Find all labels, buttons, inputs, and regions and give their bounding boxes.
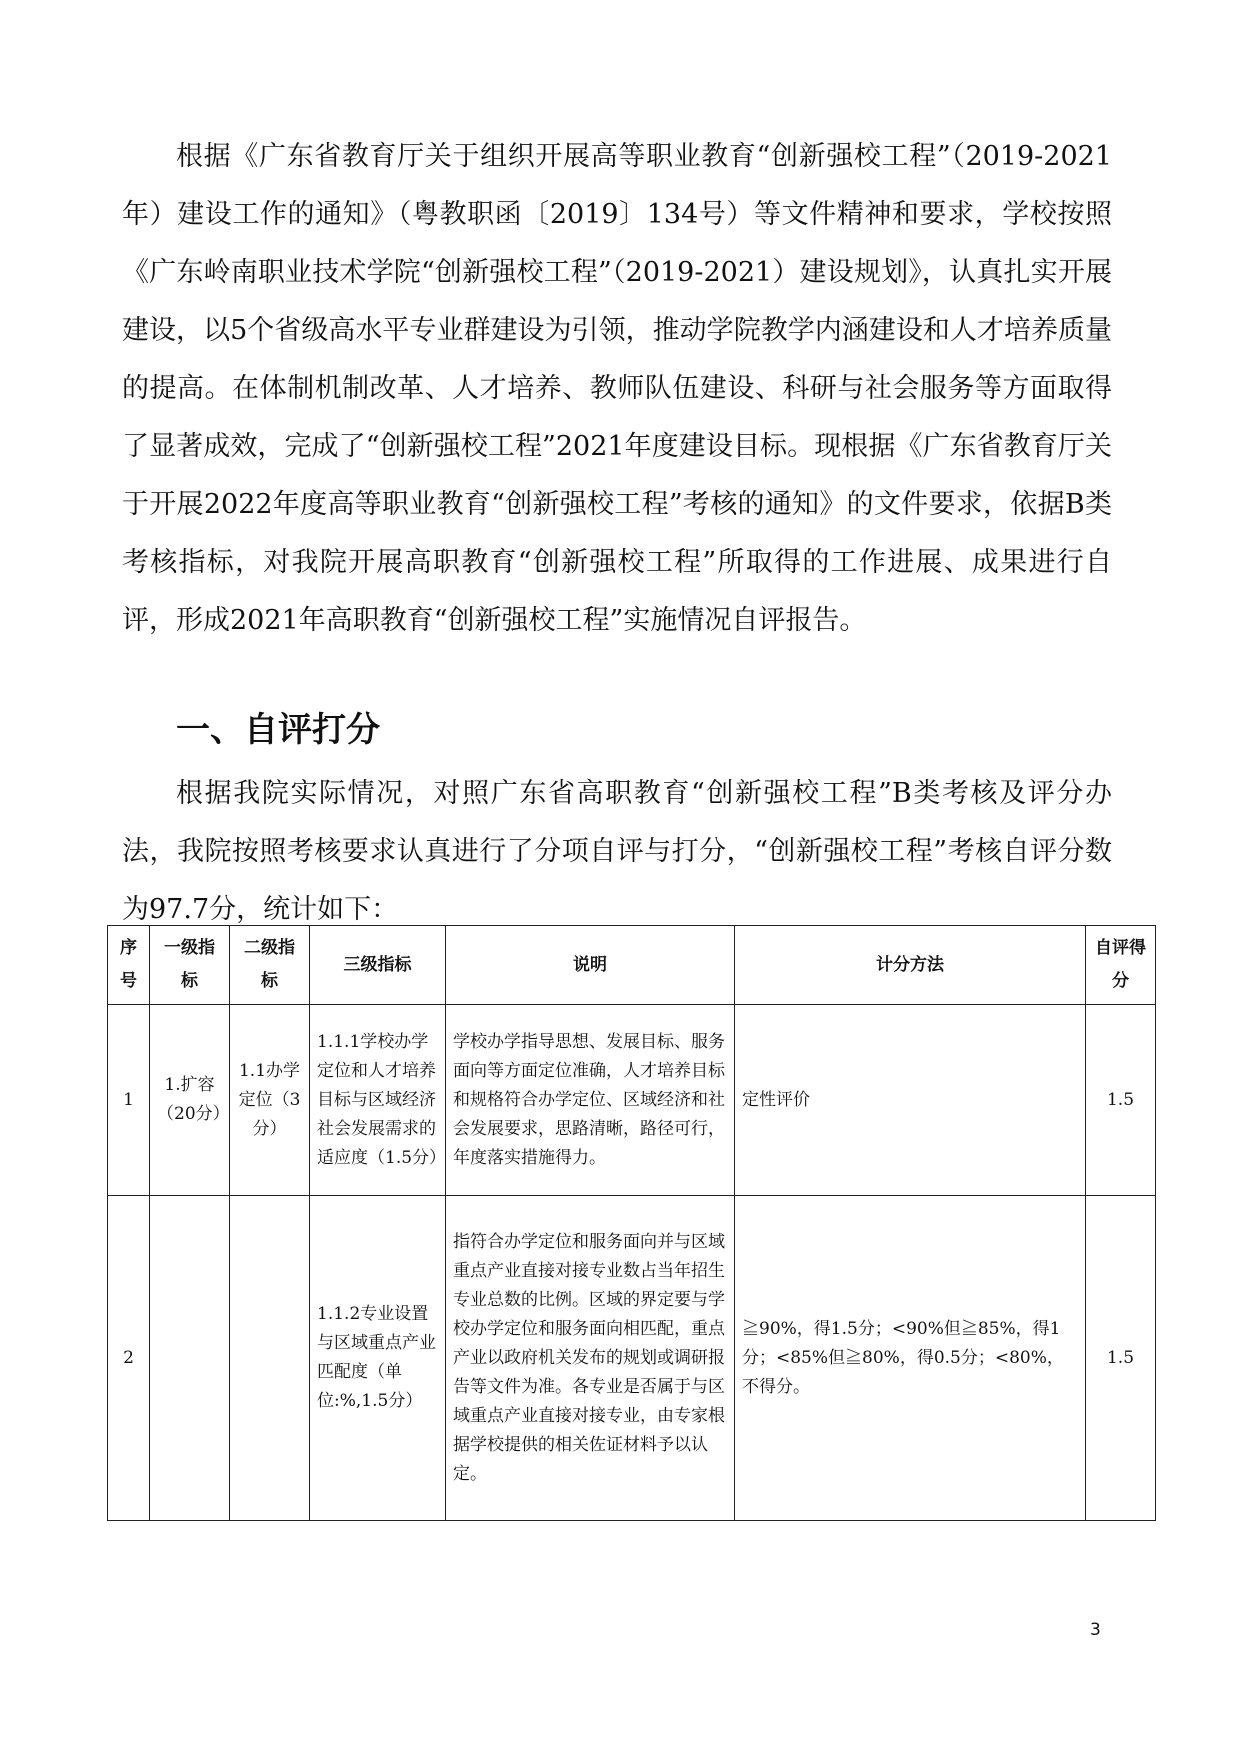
cell-description: 指符合办学定位和服务面向并与区域重点产业直接对接专业数占当年招生专业总数的比例。区域的界定要与学校办学定位和服务面向相匹配，重点产业以政府机关发布的规划或调研报告等文件为准。各专业是否属于与区域重点产业直接对接专业，由专家根据学校提供的相关佐证材料予以认定。 — [446, 1196, 735, 1521]
header-score: 自评得分 — [1086, 926, 1156, 1005]
self-evaluation-table — [107, 925, 1156, 1521]
header-method: 计分方法 — [735, 926, 1086, 1005]
cell-method: ≧90%，得1.5分；<90%但≧85%，得1分；<85%但≧80%，得0.5分；<80%，不得分。 — [735, 1196, 1086, 1521]
table-row — [108, 1196, 1156, 1521]
cell-score: 1.5 — [1086, 1005, 1156, 1196]
cell-no: 2 — [108, 1196, 150, 1521]
section-heading: 一、自评打分 — [176, 710, 380, 750]
cell-level3: 1.1.2专业设置与区域重点产业匹配度（单位:%,1.5分） — [310, 1196, 446, 1521]
cell-no: 1 — [108, 1005, 150, 1196]
paragraph-background: 根据《广东省教育厅关于组织开展高等职业教育“创新强校工程”（2019-2021年）建设工作的通知》（粤教职函〔2019〕134号）等文件精神和要求，学校按照《广东岭南职业技术学院“创新强校工程”（2019-2021）建设规划》，认真扎实开展建设，以5个省级高水平专业群建设为引领，推动学院教学内涵建设和人才培养质量的提高。在体制机制改革、人才培养、教师队伍建设、科研与社会服务等方面取得了显著成效，完成了“创新强校工程”2021年度建设目标。现根据《广东省教育厅关于开展2022年度高等职业教育“创新强校工程”考核的通知》的文件要求，依据B类考核指标，对我院开展高职教育“创新强校工程”所取得的工作进展、成果进行自评，形成2021年高职教育“创新强校工程”实施情况自评报告。 — [122, 141, 1112, 636]
paragraph-score-summary: 根据我院实际情况，对照广东省高职教育“创新强校工程”B类考核及评分办法，我院按照考核要求认真进行了分项自评与打分，“创新强校工程”考核自评分数为97.7分，统计如下： — [122, 778, 1112, 925]
table-row — [108, 1005, 1156, 1196]
header-no: 序号 — [108, 926, 150, 1005]
cell-score: 1.5 — [1086, 1196, 1156, 1521]
cell-level1 — [150, 1196, 230, 1521]
table-header-row — [108, 926, 1156, 1005]
header-level2: 二级指标 — [230, 926, 310, 1005]
header-level3: 三级指标 — [310, 926, 446, 1005]
cell-level1: 1.扩容（20分） — [150, 1005, 230, 1196]
cell-level2 — [230, 1196, 310, 1521]
cell-level3: 1.1.1学校办学定位和人才培养目标与区域经济社会发展需求的适应度（1.5分） — [310, 1005, 446, 1196]
cell-method: 定性评价 — [735, 1005, 1086, 1196]
intro-section — [122, 128, 1112, 650]
score-intro-section — [122, 765, 1112, 939]
cell-description: 学校办学指导思想、发展目标、服务面向等方面定位准确，人才培养目标和规格符合办学定位、区域经济和社会发展要求，思路清晰，路径可行，年度落实措施得力。 — [446, 1005, 735, 1196]
cell-level2: 1.1办学定位（3分） — [230, 1005, 310, 1196]
header-description: 说明 — [446, 926, 735, 1005]
page-number: 3 — [1090, 1620, 1101, 1640]
header-level1: 一级指标 — [150, 926, 230, 1005]
